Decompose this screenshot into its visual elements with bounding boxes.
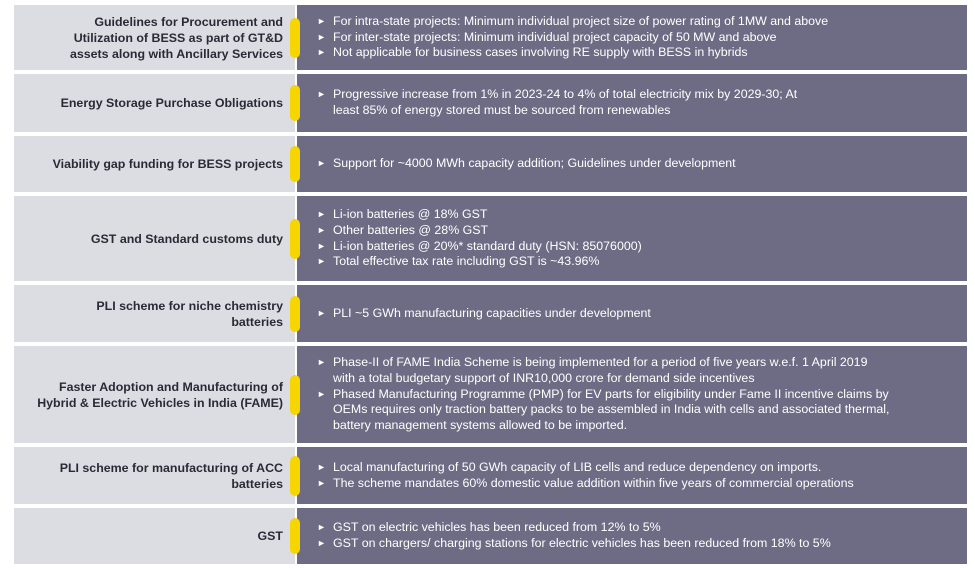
bullet-line: For inter-state projects: Minimum individual project capacity of 50 MW and above	[333, 29, 777, 44]
policy-row-label	[14, 508, 295, 564]
bullet-text	[333, 460, 821, 476]
bullet-line: Local manufacturing of 50 GWh capacity of LIB cells and reduce dependency on imports.	[333, 459, 822, 474]
policy-row-label	[14, 346, 295, 443]
bullet-text	[333, 476, 854, 492]
bullet-item	[317, 30, 959, 46]
policy-label-line: GST and Standard customs duty	[90, 231, 283, 246]
bullet-line: Phase-II of FAME India Scheme is being implemented for a period of five years w.e.f. 1 April 2019	[333, 355, 868, 369]
bullet-text	[333, 14, 828, 30]
policy-row-content	[297, 508, 967, 564]
policy-label-text	[61, 95, 283, 111]
bullet-item	[317, 207, 959, 223]
bullet-text	[333, 156, 736, 172]
bullet-arrow-icon: ►	[317, 307, 326, 318]
policy-row-label	[14, 196, 295, 281]
bullet-line: OEMs requires only traction battery packs to be assembled in India with cells and associated thermal,	[333, 402, 890, 417]
policy-label-line: Viability gap funding for BESS projects	[52, 157, 283, 171]
accent-pill	[290, 219, 300, 259]
bullet-line: GST on electric vehicles has been reduced from 12% to 5%	[333, 520, 661, 535]
bullet-item	[317, 239, 959, 255]
bullet-item	[317, 254, 959, 270]
policy-row-label	[14, 447, 295, 504]
policy-row-content	[297, 74, 967, 132]
bullet-text	[333, 223, 488, 239]
policy-row-content	[297, 196, 967, 281]
bullet-line: Li-ion batteries @ 18% GST	[333, 206, 488, 221]
bullet-item	[317, 460, 959, 476]
bullet-item	[317, 14, 959, 30]
bullet-text	[333, 306, 651, 322]
policy-label-line: batteries	[231, 314, 283, 329]
policy-label-line: Hybrid & Electric Vehicles in India (FAME)	[37, 395, 283, 410]
policy-row	[14, 5, 967, 70]
policy-label-line: PLI scheme for manufacturing of ACC	[59, 460, 283, 475]
policy-label-text	[37, 379, 283, 411]
policy-row	[14, 285, 967, 342]
policy-label-text	[96, 298, 283, 330]
bullet-arrow-icon: ►	[317, 538, 326, 548]
policy-row-label	[14, 136, 295, 192]
policy-label-text	[258, 528, 283, 544]
bullet-line: least 85% of energy stored must be sourced from renewables	[333, 103, 671, 117]
bullet-text	[333, 520, 661, 536]
bullet-line: Other batteries @ 28% GST	[333, 222, 489, 237]
bullet-item	[317, 156, 959, 172]
bullet-text	[333, 387, 889, 434]
bullet-line: For intra-state projects: Minimum individual project size of power rating of 1MW and above	[333, 13, 829, 28]
policy-label-line: Utilization of BESS as part of GT&D	[73, 30, 283, 45]
bullet-text	[333, 239, 642, 255]
accent-pill	[290, 456, 300, 496]
bullet-arrow-icon: ►	[317, 256, 326, 267]
bullet-text	[333, 45, 748, 61]
policy-row-label	[14, 74, 295, 132]
bullet-line: Phased Manufacturing Programme (PMP) for EV parts for eligibility under Fame II incentive claims by	[333, 386, 889, 401]
policy-label-text	[60, 460, 283, 492]
policy-row-content	[297, 285, 967, 342]
bullet-text	[333, 254, 599, 270]
bullet-arrow-icon: ►	[317, 240, 326, 251]
bullet-line: PLI ~5 GWh manufacturing capacities under development	[333, 305, 651, 320]
policy-row-content	[297, 447, 967, 504]
policy-label-line: assets along with Ancillary Services	[69, 46, 283, 61]
bullet-arrow-icon: ►	[317, 522, 326, 533]
bullet-arrow-icon: ►	[317, 158, 326, 169]
bullet-item	[317, 223, 959, 239]
bullet-item	[317, 306, 959, 322]
accent-pill	[290, 375, 300, 415]
bullet-arrow-icon: ►	[317, 47, 326, 58]
bullet-arrow-icon: ►	[317, 89, 326, 100]
policy-row	[14, 136, 967, 192]
bullet-item	[317, 45, 959, 61]
policy-label-text	[53, 156, 283, 172]
policy-row-content	[297, 346, 967, 443]
bullet-line: The scheme mandates 60% domestic value addition within five years of commercial operations	[333, 475, 854, 490]
policy-label-text	[91, 231, 283, 247]
accent-pill	[290, 18, 300, 58]
bullet-text	[333, 536, 831, 552]
bullet-item	[317, 87, 959, 119]
bullet-line: with a total budgetary support of INR10,000 crore for demand side incentives	[333, 370, 755, 385]
bullet-arrow-icon: ►	[317, 224, 326, 235]
bullet-text	[333, 207, 487, 223]
policy-row	[14, 74, 967, 132]
bullet-line: Progressive increase from 1% in 2023-24 to 4% of total electricity mix by 2029-30; At	[333, 87, 798, 102]
policy-label-line: Energy Storage Purchase Obligations	[60, 96, 283, 110]
accent-pill	[290, 85, 300, 121]
bullet-line: Total effective tax rate including GST is ~43.96%	[333, 254, 600, 269]
bullet-text	[333, 355, 867, 387]
policy-row	[14, 346, 967, 443]
accent-pill	[290, 518, 300, 554]
bullet-arrow-icon: ►	[317, 31, 326, 42]
policy-row-content	[297, 5, 967, 70]
bullet-arrow-icon: ►	[317, 15, 326, 26]
bullet-item	[317, 387, 959, 434]
bullet-item	[317, 476, 959, 492]
policy-row	[14, 508, 967, 564]
policy-row	[14, 447, 967, 504]
bullet-line: battery management systems allowed to be imported.	[333, 418, 628, 433]
accent-pill	[290, 146, 300, 182]
policy-label-line: batteries	[231, 476, 283, 491]
bullet-line: Li-ion batteries @ 20%* standard duty (HSN: 85076000)	[333, 238, 642, 253]
policy-row-content	[297, 136, 967, 192]
policy-row-label	[14, 285, 295, 342]
policy-label-line: Guidelines for Procurement and	[94, 14, 283, 29]
bullet-line: Support for ~4000 MWh capacity addition; Guidelines under development	[333, 156, 736, 171]
bullet-line: GST on chargers/ charging stations for electric vehicles has been reduced from 18% to 5%	[333, 536, 831, 550]
bullet-item	[317, 520, 959, 536]
bullet-arrow-icon: ►	[317, 357, 326, 367]
policy-label-line: GST	[257, 529, 283, 543]
bullet-arrow-icon: ►	[317, 477, 326, 488]
policy-label-line: PLI scheme for niche chemistry	[96, 298, 283, 313]
bullet-arrow-icon: ►	[317, 461, 326, 472]
policy-label-line: Faster Adoption and Manufacturing of	[59, 379, 283, 394]
policy-row	[14, 196, 967, 281]
bullet-item	[317, 355, 959, 387]
bullet-arrow-icon: ►	[317, 208, 326, 219]
bullet-item	[317, 536, 959, 552]
accent-pill	[290, 296, 300, 332]
bullet-line: Not applicable for business cases involving RE supply with BESS in hybrids	[333, 45, 748, 60]
bullet-text	[333, 87, 797, 119]
policy-row-label	[14, 5, 295, 70]
policy-label-text	[70, 14, 283, 62]
bullet-text	[333, 30, 777, 46]
bullet-arrow-icon: ►	[317, 388, 326, 399]
